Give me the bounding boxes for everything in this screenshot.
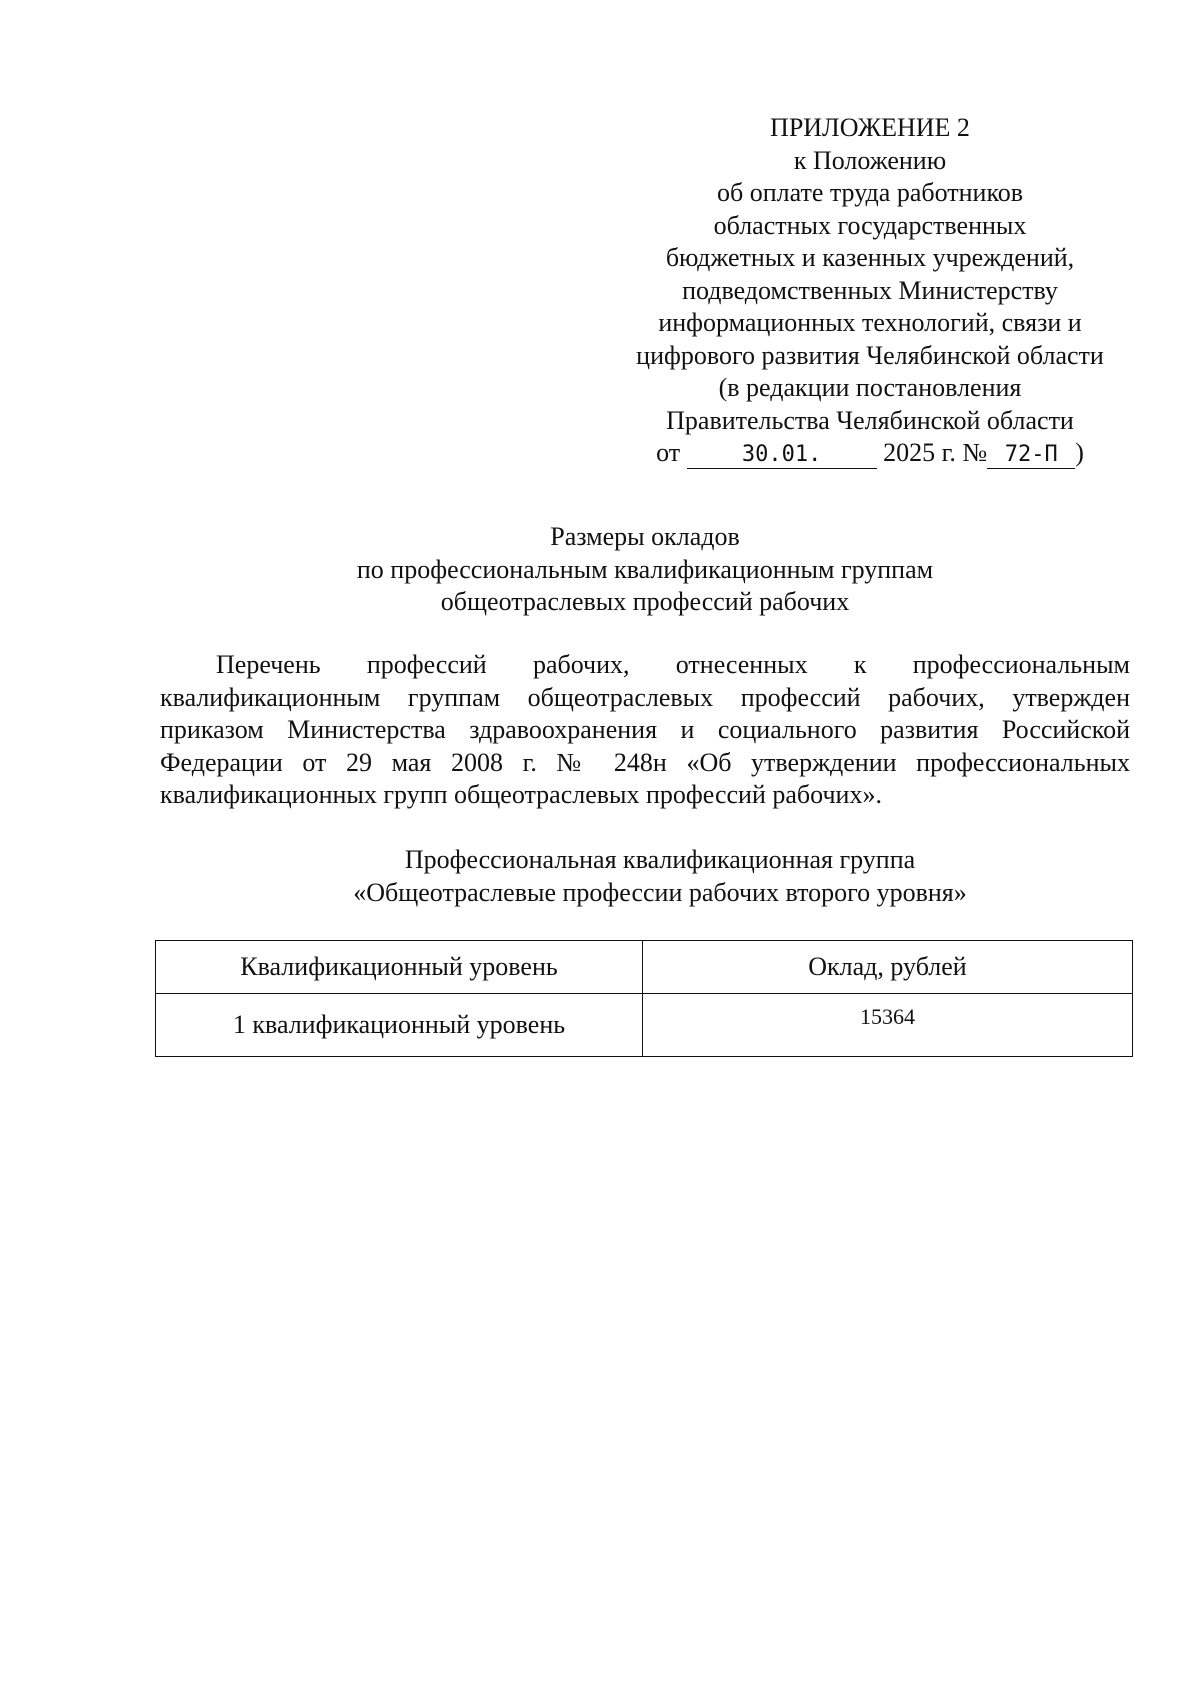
cell-salary: 15364: [643, 994, 1133, 1057]
appendix-line: об оплате труда работников: [716, 178, 1024, 207]
appendix-line: ПРИЛОЖЕНИЕ 2: [770, 113, 970, 142]
table-header-row: [156, 941, 1133, 994]
appendix-line: подведомственных Министерству: [682, 275, 1058, 305]
group-heading-line: Профессиональная квалификационная группа: [404, 845, 916, 874]
appendix-line: Правительства Челябинской области: [666, 405, 1074, 435]
appendix-line: информационных технологий, связи и: [658, 308, 1082, 337]
salary-table: [155, 940, 1133, 1057]
resolution-date: 30.01.: [687, 442, 877, 469]
group-heading-line: «Общеотраслевые профессии рабочих второго уровня»: [353, 877, 967, 907]
appendix-line: бюджетных и казенных учреждений,: [665, 243, 1075, 272]
title-line: по профессиональным квалификационным группам: [356, 554, 934, 584]
column-header-level: Квалификационный уровень: [156, 941, 643, 994]
title-line: Размеры окладов: [550, 522, 740, 551]
table-row: [156, 994, 1133, 1057]
cell-level: 1 квалификационный уровень: [156, 994, 643, 1057]
resolution-year: 2025 г. №: [883, 438, 988, 467]
closing-paren: ): [1075, 438, 1084, 467]
appendix-line: областных государственных: [713, 210, 1027, 240]
date-prefix: от: [656, 438, 681, 467]
appendix-line: к Положению: [793, 145, 947, 175]
document-title: [160, 521, 1130, 619]
column-header-salary: Оклад, рублей: [643, 941, 1133, 994]
appendix-header: [600, 112, 1140, 470]
appendix-line: (в редакции постановления: [718, 373, 1022, 402]
appendix-line: цифрового развития Челябинской области: [636, 340, 1104, 370]
resolution-number: 72-П: [987, 442, 1075, 469]
group-heading: [160, 844, 1160, 909]
resolution-date-line: [600, 437, 1140, 470]
body-paragraph: Перечень профессий рабочих, отнесенных к профессиональным квалификационным группам общеотраслевых профессий рабочих, утвержден приказом Министерства здравоохранения и социального развития Российской Федерации от 29 мая 2008 г. № 248н «Об утверждении профессиональных квалификационных групп общеотраслевых профессий рабочих».: [160, 650, 1130, 809]
title-line: общеотраслевых профессий рабочих: [440, 587, 850, 616]
